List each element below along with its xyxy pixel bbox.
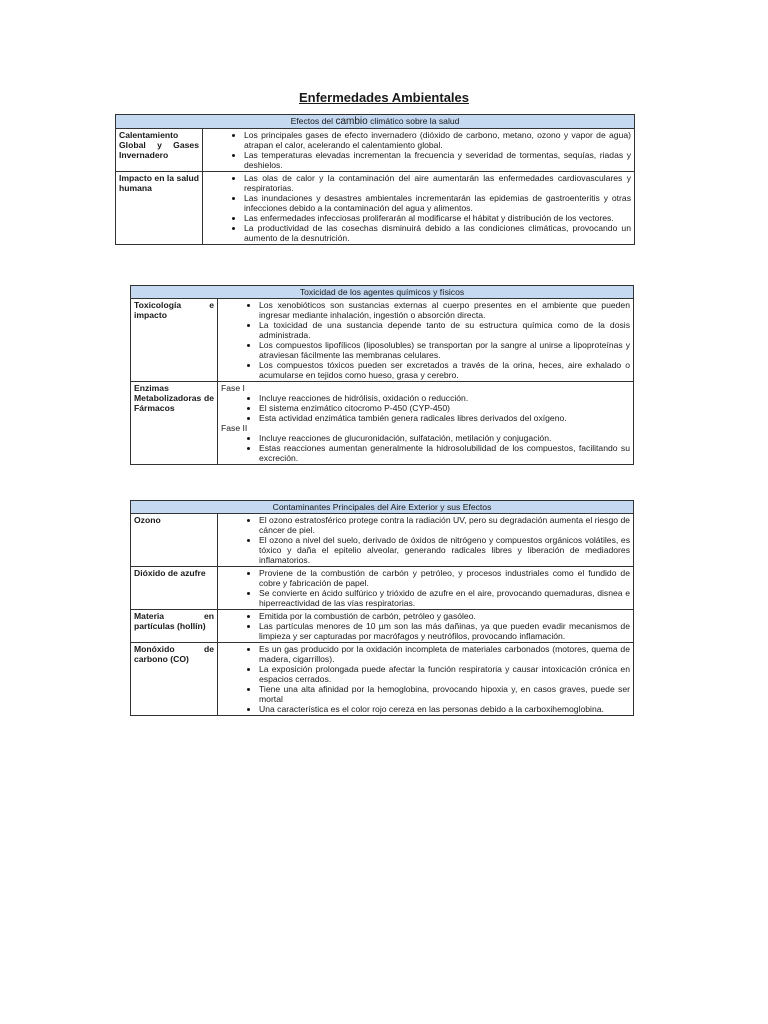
phase-label: Fase II	[221, 423, 248, 433]
list-item: • Los compuestos lipofílicos (liposolubles) se transportan por la sangre al unirse a lipoproteínas y atraviesan fácilmente las membranas celulares.	[259, 340, 630, 360]
table-row	[131, 610, 634, 643]
list-item: • La productividad de las cosechas disminuirá debido a las condiciones climáticas, provocando un aumento de la desnutrición.	[244, 223, 631, 243]
toxicity-table	[130, 285, 634, 465]
list-item: • Es un gas producido por la oxidación incompleta de materiales carbonados (motores, quema de madera, cigarrillos).	[259, 644, 630, 664]
row-label: Toxicología e impacto	[131, 299, 218, 382]
phase-label: Fase I	[221, 383, 245, 393]
table-row	[131, 643, 634, 716]
list-item: • La toxicidad de una sustancia depende tanto de su estructura química como de la dosis administrada.	[259, 320, 630, 340]
table-row	[116, 172, 635, 245]
header-text: climático sobre la salud	[367, 116, 460, 126]
row-label: Calentamiento Global y Gases Invernadero	[116, 129, 203, 172]
list-item: • Incluye reacciones de glucuronidación, sulfatación, metilación y conjugación.	[259, 433, 630, 443]
row-label: Dióxido de azufre	[131, 567, 218, 610]
list-item: • Las temperaturas elevadas incrementan la frecuencia y severidad de tormentas, sequías, riadas y deshielos.	[244, 150, 631, 170]
row-label: Ozono	[131, 514, 218, 567]
list-item: • Se convierte en ácido sulfúrico y trióxido de azufre en el aire, provocando quemaduras, disnea e hiperreactividad de las vías respiratorias.	[259, 588, 630, 608]
table-row	[131, 299, 634, 382]
toxicity-header: Toxicidad de los agentes químicos y físicos	[131, 286, 634, 299]
list-item: • Los compuestos tóxicos pueden ser excretados a través de la orina, heces, aire exhalado o acumularse en tejidos como hueso, grasa y cerebro.	[259, 360, 630, 380]
list-item: • El ozono estratosférico protege contra la radiación UV, pero su degradación aumenta el riesgo de cáncer de piel.	[259, 515, 630, 535]
list-item: • Emitida por la combustión de carbón, petróleo y gasóleo.	[259, 611, 630, 621]
list-item: • Tiene una alta afinidad por la hemoglobina, provocando hipoxia y, en casos graves, puede ser mortal	[259, 684, 630, 704]
list-item: • El sistema enzimático citocromo P-450 (CYP-450)	[259, 403, 630, 413]
list-item: • Las olas de calor y la contaminación del aire aumentarán las enfermedades cardiovasculares y respiratorias.	[244, 173, 631, 193]
climate-effects-table	[115, 114, 635, 245]
list-item: • Estas reacciones aumentan generalmente la hidrosolubilidad de los compuestos, facilitando su excreción.	[259, 443, 630, 463]
list-item: • Las inundaciones y desastres ambientales incrementarán las epidemias de gastroenteritis y otras infecciones debido a la contaminación del agua y alimentos.	[244, 193, 631, 213]
list-item: • Una característica es el color rojo cereza en las personas debido a la carboxihemoglobina.	[259, 704, 630, 714]
row-label: Monóxido de carbono (CO)	[131, 643, 218, 716]
list-item: • Los xenobióticos son sustancias externas al cuerpo presentes en el ambiente que pueden ingresar mediante inhalación, ingestión o absorción directa.	[259, 300, 630, 320]
list-item: • Esta actividad enzimática también genera radicales libres derivados del oxígeno.	[259, 413, 630, 423]
row-label: Impacto en la salud humana	[116, 172, 203, 245]
header-text-emphasis: cambio	[335, 116, 368, 127]
header-text: Efectos del	[290, 116, 336, 126]
row-label: Enzimas Metabolizadoras de Fármacos	[131, 382, 218, 465]
list-item: • Incluye reacciones de hidrólisis, oxidación o reducción.	[259, 393, 630, 403]
list-item: • Las enfermedades infecciosas proliferarán al modificarse el hábitat y distribución de los vectores.	[244, 213, 631, 223]
air-pollutants-header: Contaminantes Principales del Aire Exterior y sus Efectos	[131, 501, 634, 514]
table-row	[131, 514, 634, 567]
list-item: • La exposición prolongada puede afectar la función respiratoria y causar intoxicación crónica en espacios cerrados.	[259, 664, 630, 684]
table-row	[116, 129, 635, 172]
table-row	[131, 567, 634, 610]
list-item: • Proviene de la combustión de carbón y petróleo, y procesos industriales como el fundido de cobre y fabricación de papel.	[259, 568, 630, 588]
list-item: • Los principales gases de efecto invernadero (dióxido de carbono, metano, ozono y vapor de agua) atrapan el calor, acelerando el calentamiento global.	[244, 130, 631, 150]
air-pollutants-table	[130, 500, 634, 716]
list-item: • El ozono a nivel del suelo, derivado de óxidos de nitrógeno y compuestos orgánicos volátiles, es tóxico y daña el epitelio alveolar, generando radicales libres y liberación de mediadores inflamatorios.	[259, 535, 630, 565]
climate-effects-header	[116, 115, 635, 129]
row-label: Materia en partículas (hollín)	[131, 610, 218, 643]
document-title: Enfermedades Ambientales	[298, 90, 470, 105]
table-row	[131, 382, 634, 465]
list-item: • Las partículas menores de 10 µm son las más dañinas, ya que pueden evadir mecanismos de limpieza y ser capturadas por macrófagos y neutrófilos, provocando inflamación.	[259, 621, 630, 641]
